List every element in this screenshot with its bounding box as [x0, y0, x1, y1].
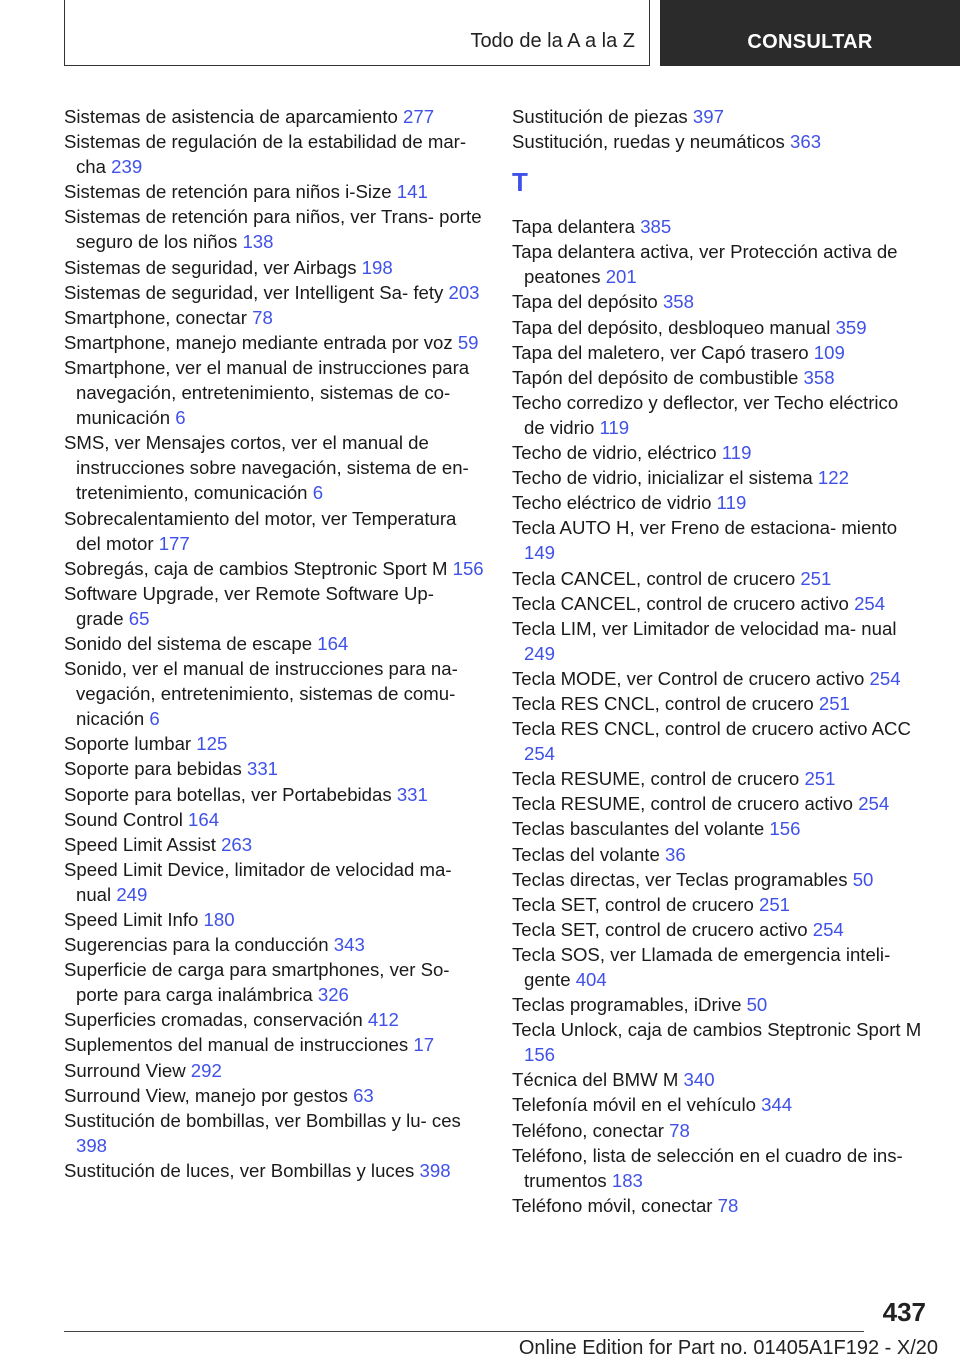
index-entry	[64, 756, 484, 781]
index-term: Speed Limit Assist	[64, 833, 216, 855]
tab-section[interactable]	[660, 0, 960, 66]
page-link[interactable]: 6	[149, 708, 160, 730]
index-entry	[512, 214, 924, 239]
index-entry	[512, 716, 924, 766]
index-term: Tecla SET, control de crucero	[512, 893, 754, 915]
page-link[interactable]: 177	[158, 532, 190, 554]
index-term: Sobregás, caja de cambios Steptronic Sport M	[64, 557, 448, 579]
page-link[interactable]: 141	[396, 181, 428, 203]
index-term: Tecla CANCEL, control de crucero activo	[512, 592, 849, 614]
index-entry	[64, 782, 484, 807]
page-link[interactable]: 331	[246, 758, 279, 780]
tab-index[interactable]	[64, 0, 650, 66]
index-entry	[512, 1017, 924, 1067]
index-term: Techo de vidrio, inicializar el sistema	[512, 467, 813, 489]
index-term: Sustitución de luces, ver Bombillas y luces	[64, 1159, 415, 1181]
index-column-right	[512, 104, 924, 1218]
index-term: Tecla RES CNCL, control de crucero activo ACC	[512, 718, 911, 740]
header-tabs	[64, 0, 960, 66]
page-link[interactable]: 398	[419, 1159, 451, 1181]
page-link[interactable]: 343	[333, 934, 365, 956]
index-term: Sustitución de piezas	[512, 106, 688, 127]
index-entry	[512, 239, 924, 289]
index-term: Smartphone, conectar	[64, 306, 247, 328]
index-entry	[512, 691, 924, 716]
page-link[interactable]: 359	[835, 316, 867, 338]
index-term: Tecla AUTO H, ver Freno de estaciona‐ miento	[512, 517, 898, 539]
index-term: Tapa del depósito, desbloqueo manual	[512, 316, 831, 338]
page-link[interactable]: 340	[683, 1069, 715, 1091]
index-term: Tapa del maletero, ver Capó trasero	[512, 341, 809, 363]
page-link[interactable]: 156	[452, 557, 484, 579]
page-link[interactable]: 17	[413, 1034, 435, 1056]
page-link[interactable]: 254	[812, 918, 844, 940]
index-term: Teclas directas, ver Teclas programables	[512, 868, 848, 890]
index-term: Tapa delantera	[512, 216, 636, 238]
index-term: Sobrecalentamiento del motor, ver Temperatura del motor	[64, 507, 457, 554]
index-term: Teléfono, conectar	[512, 1119, 664, 1141]
index-entry	[512, 917, 924, 942]
page-link[interactable]: 251	[800, 567, 832, 589]
index-entry	[64, 656, 484, 731]
index-term: Sistemas de retención para niños i-Size	[64, 181, 392, 203]
page-link[interactable]: 412	[367, 1009, 399, 1031]
index-term: Teclas programables, iDrive	[512, 994, 742, 1016]
index-entry	[512, 440, 924, 465]
index-term: Tecla RES CNCL, control de crucero	[512, 692, 814, 714]
index-term: Tecla SOS, ver Llamada de emergencia inteli‐ gente	[512, 943, 891, 990]
index-term: Techo eléctrico de vidrio	[512, 492, 712, 514]
index-entry	[512, 315, 924, 340]
index-term: Sistemas de seguridad, ver Airbags	[64, 256, 357, 278]
index-term: Tapa del depósito	[512, 291, 658, 313]
page-link[interactable]: 404	[575, 969, 607, 990]
index-term: Sound Control	[64, 808, 183, 830]
index-entry	[512, 465, 924, 490]
index-term: Tapón del depósito de combustible	[512, 366, 799, 388]
page-link[interactable]: 254	[524, 743, 556, 765]
index-term: Speed Limit Info	[64, 909, 199, 930]
index-term: Suplementos del manual de instrucciones	[64, 1034, 409, 1056]
index-entry	[512, 816, 924, 841]
page-link[interactable]: 397	[692, 106, 724, 127]
page-link[interactable]: 249	[524, 642, 556, 664]
index-entry	[64, 807, 484, 832]
index-term: Soporte lumbar	[64, 733, 192, 755]
page-link[interactable]: 344	[761, 1094, 793, 1116]
page-link[interactable]: 277	[403, 106, 435, 127]
page-link[interactable]: 239	[111, 156, 143, 178]
footer-divider	[64, 1331, 864, 1332]
page-link[interactable]: 198	[361, 256, 393, 278]
index-entry	[512, 490, 924, 515]
page-link[interactable]: 180	[203, 909, 235, 930]
page-link[interactable]: 251	[818, 692, 850, 714]
index-entry	[64, 355, 484, 430]
page-number: 437	[882, 1297, 926, 1327]
index-term: Tecla CANCEL, control de crucero	[512, 567, 796, 589]
page-link[interactable]: 119	[721, 442, 752, 464]
index-term: Surround View, manejo por gestos	[64, 1084, 348, 1106]
page-link[interactable]: 254	[858, 793, 890, 815]
page-link[interactable]: 65	[128, 607, 150, 629]
index-entry	[64, 1007, 484, 1032]
page-link[interactable]: 358	[662, 291, 694, 313]
index-entry	[512, 1067, 924, 1092]
index-entry	[64, 907, 484, 932]
index-term: Tecla SET, control de crucero activo	[512, 918, 808, 940]
index-entry	[64, 957, 484, 1007]
page-link[interactable]: 164	[317, 632, 349, 654]
index-entry	[64, 330, 484, 355]
index-entry	[64, 832, 484, 857]
index-column-left	[64, 104, 484, 1183]
index-entry	[64, 631, 484, 656]
page-link[interactable]: 385	[640, 216, 672, 238]
index-entry	[64, 731, 484, 756]
page-link[interactable]: 119	[599, 416, 630, 438]
page-link[interactable]: 183	[611, 1169, 643, 1191]
index-entry	[512, 766, 924, 791]
index-term: Sonido del sistema de escape	[64, 632, 313, 654]
page-link[interactable]: 254	[854, 592, 886, 614]
index-term: Sistemas de seguridad, ver Intelligent Sa‐ fety	[64, 281, 444, 303]
index-entry	[512, 340, 924, 365]
index-entry	[64, 932, 484, 957]
index-entry	[512, 867, 924, 892]
index-entry	[512, 892, 924, 917]
index-entry	[64, 1058, 484, 1083]
page-link[interactable]: 292	[190, 1059, 222, 1081]
page-link[interactable]: 36	[664, 843, 686, 865]
index-term: Sugerencias para la conducción	[64, 934, 329, 956]
index-entry	[64, 506, 484, 556]
index-term: Techo de vidrio, eléctrico	[512, 442, 717, 464]
page-link[interactable]: 358	[803, 366, 835, 388]
page-link[interactable]: 78	[669, 1119, 690, 1141]
index-term: Teclas basculantes del volante	[512, 818, 765, 840]
index-term: Telefonía móvil en el vehículo	[512, 1094, 756, 1116]
index-term: Sistemas de regulación de la estabilidad de mar‐ cha	[64, 131, 467, 178]
index-entry	[64, 556, 484, 581]
page-link[interactable]: 59	[457, 331, 479, 353]
index-entry	[512, 289, 924, 314]
index-entry	[512, 129, 924, 154]
index-term: Sustitución de bombillas, ver Bombillas y lu‐ ces	[64, 1109, 461, 1131]
index-entry	[512, 992, 924, 1017]
page-link[interactable]: 263	[221, 833, 253, 855]
page-link[interactable]: 122	[817, 467, 849, 489]
index-entry	[64, 1108, 484, 1158]
index-term: Teléfono móvil, conectar	[512, 1194, 713, 1216]
index-entry	[512, 666, 924, 691]
page-link[interactable]: 201	[605, 266, 637, 288]
page-link[interactable]: 109	[813, 341, 845, 363]
index-entry	[512, 515, 924, 565]
index-term: Sustitución, ruedas y neumáticos	[512, 131, 785, 153]
index-term: Superficie de carga para smartphones, ver So‐ porte para carga inalámbrica	[64, 959, 450, 1006]
index-term: Sistemas de retención para niños, ver Trans‐ porte seguro de los niños	[64, 206, 482, 253]
section-letter: T	[512, 167, 528, 198]
page-link[interactable]: 398	[76, 1134, 108, 1156]
page-link[interactable]: 149	[524, 542, 556, 564]
index-entry	[64, 280, 484, 305]
index-term: Tecla RESUME, control de crucero	[512, 768, 800, 790]
index-term: Sonido, ver el manual de instrucciones para na‐ vegación, entretenimiento, sistemas de comu‐ nicación	[64, 658, 458, 730]
index-term: SMS, ver Mensajes cortos, ver el manual de instrucciones sobre navegación, sistema de en‐ tretenimiento, comunicación	[64, 432, 469, 504]
page-link[interactable]: 78	[717, 1194, 739, 1216]
page-link[interactable]: 156	[769, 818, 801, 840]
index-term: Tapa delantera activa, ver Protección activa de peatones	[512, 241, 898, 288]
index-term: Teclas del volante	[512, 843, 660, 865]
page-link[interactable]: 6	[175, 407, 186, 429]
index-term: Soporte para bebidas	[64, 758, 242, 780]
index-entry	[512, 842, 924, 867]
index-entry	[64, 1158, 484, 1183]
index-entry	[64, 857, 484, 907]
index-entry	[64, 204, 484, 254]
index-entry	[512, 616, 924, 666]
page-link[interactable]: 203	[448, 281, 480, 303]
index-entry	[512, 1118, 924, 1143]
index-entry	[512, 566, 924, 591]
index-entry	[512, 791, 924, 816]
index-term: Software Upgrade, ver Remote Software Up‐ grade	[64, 582, 434, 629]
index-term: Smartphone, ver el manual de instrucciones para navegación, entretenimiento, sistemas de co‐ municación	[64, 356, 470, 429]
page-link[interactable]: 251	[759, 893, 791, 915]
page-link[interactable]: 156	[524, 1044, 556, 1066]
page-link[interactable]: 125	[196, 733, 228, 755]
index-term: Tecla RESUME, control de crucero activo	[512, 793, 854, 815]
index-term: Tecla Unlock, caja de cambios Steptronic Sport M	[512, 1019, 922, 1041]
page-link[interactable]: 326	[317, 984, 349, 1006]
index-term: Speed Limit Device, limitador de velocidad ma‐ nual	[64, 858, 452, 905]
index-term: Técnica del BMW M	[512, 1069, 679, 1091]
index-term: Superficies cromadas, conservación	[64, 1009, 363, 1031]
page-link[interactable]: 254	[869, 667, 901, 689]
index-term: Techo corredizo y deflector, ver Techo eléctrico de vidrio	[512, 391, 899, 438]
index-entry	[512, 942, 924, 992]
page-link[interactable]: 6	[312, 482, 324, 504]
page-link[interactable]: 63	[353, 1084, 374, 1106]
index-term: Sistemas de asistencia de aparcamiento	[64, 106, 398, 127]
index-term: Tecla LIM, ver Limitador de velocidad ma‐ nual	[512, 617, 897, 639]
tab-section-label: CONSULTAR	[747, 31, 873, 53]
footer-edition: Online Edition for Part no. 01405A1F192 - X/20	[518, 1337, 938, 1359]
tab-index-label: Todo de la A a la Z	[470, 30, 635, 52]
index-entry	[64, 179, 484, 204]
index-term: Tecla MODE, ver Control de crucero activo	[512, 667, 865, 689]
page-link[interactable]: 50	[746, 994, 768, 1016]
index-entry	[512, 365, 924, 390]
index-term: Surround View	[64, 1059, 186, 1081]
index-entry	[512, 1092, 924, 1117]
index-entry	[64, 581, 484, 631]
index-entry	[64, 305, 484, 330]
index-entry	[64, 430, 484, 505]
index-entry	[64, 1083, 484, 1108]
index-entry	[64, 104, 484, 129]
page-link[interactable]: 251	[804, 768, 836, 790]
index-term: Teléfono, lista de selección en el cuadro de ins‐ trumentos	[512, 1144, 903, 1191]
index-entry	[64, 1032, 484, 1057]
page-link[interactable]: 164	[188, 808, 220, 830]
page-link[interactable]: 119	[716, 492, 747, 514]
index-entry	[512, 390, 924, 440]
page-link[interactable]: 138	[242, 231, 274, 253]
index-entry	[512, 591, 924, 616]
page-link[interactable]: 363	[790, 131, 822, 153]
index-term: Soporte para botellas, ver Portabebidas	[64, 783, 392, 805]
index-entry	[64, 129, 484, 179]
page-link[interactable]: 249	[116, 883, 148, 905]
index-entry	[512, 1193, 924, 1218]
index-entry	[512, 1143, 924, 1193]
index-term: Smartphone, manejo mediante entrada por voz	[64, 331, 453, 353]
page-link[interactable]: 331	[396, 783, 428, 805]
page-link[interactable]: 78	[252, 306, 273, 328]
index-entry	[512, 104, 924, 129]
index-entry	[64, 255, 484, 280]
page-link[interactable]: 50	[852, 868, 874, 890]
